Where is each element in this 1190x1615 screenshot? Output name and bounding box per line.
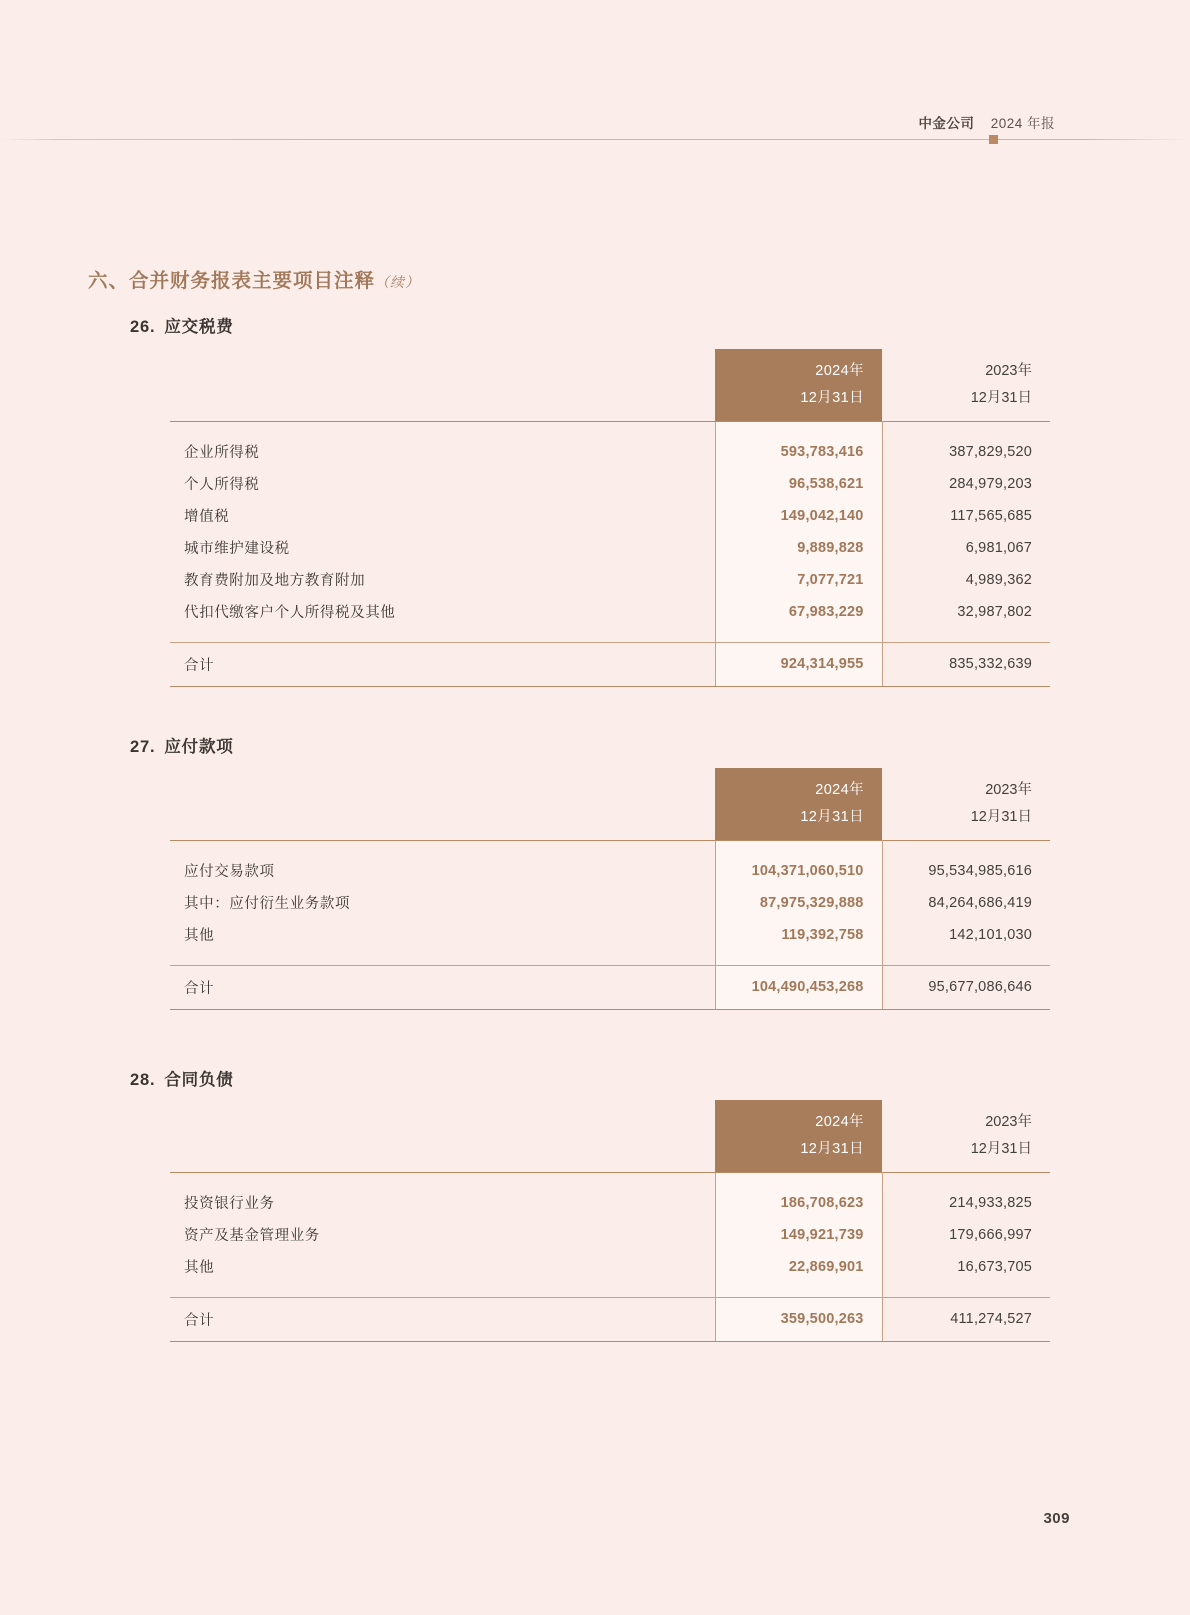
row-value-current: 9,889,828 bbox=[715, 532, 882, 564]
row-label: 应付交易款项 bbox=[184, 864, 275, 881]
total-value-previous: 95,677,086,646 bbox=[882, 965, 1050, 1009]
note-label-27: 应付款项 bbox=[164, 738, 234, 756]
row-value-previous: 387,829,520 bbox=[949, 443, 1032, 460]
note-label-28: 合同负债 bbox=[164, 1071, 234, 1089]
table-row bbox=[170, 436, 1050, 468]
table-rule-row bbox=[170, 1172, 1050, 1187]
row-value-current: 119,392,758 bbox=[715, 919, 882, 951]
row-value-current: 149,042,140 bbox=[715, 500, 882, 532]
note-title-26 bbox=[130, 313, 234, 337]
table-header-row bbox=[170, 349, 1050, 421]
page-number: 309 bbox=[1043, 1510, 1070, 1527]
row-label: 其中：应付衍生业务款项 bbox=[184, 896, 351, 913]
section-title bbox=[88, 265, 420, 293]
row-label: 代扣代缴客户个人所得税及其他 bbox=[184, 605, 396, 622]
row-label: 增值税 bbox=[184, 509, 230, 526]
header-current-period bbox=[715, 768, 882, 840]
header-current-line2: 12月31日 bbox=[800, 1140, 864, 1157]
header-previous-period bbox=[882, 349, 1050, 421]
header-previous-line2: 12月31日 bbox=[970, 389, 1032, 406]
table-total-row bbox=[170, 1297, 1050, 1341]
header-previous-line1: 2023年 bbox=[985, 363, 1032, 379]
row-label: 其他 bbox=[184, 1260, 215, 1277]
table-row bbox=[170, 468, 1050, 500]
section-title-continued: （续） bbox=[375, 274, 421, 290]
section-title-text: 六、合并财务报表主要项目注释 bbox=[88, 270, 376, 292]
header-blank bbox=[170, 349, 715, 421]
row-value-previous: 4,989,362 bbox=[965, 571, 1032, 588]
table-rule-row bbox=[170, 421, 1050, 436]
row-value-previous: 284,979,203 bbox=[949, 475, 1032, 492]
row-value-previous: 84,264,686,419 bbox=[928, 894, 1032, 911]
table-row bbox=[170, 500, 1050, 532]
note-number-26: 26. bbox=[130, 318, 156, 336]
page-header bbox=[0, 112, 1190, 152]
table-note-27 bbox=[170, 768, 1050, 1010]
table-row bbox=[170, 887, 1050, 919]
note-title-27 bbox=[130, 733, 234, 757]
row-value-current: 96,538,621 bbox=[715, 468, 882, 500]
row-value-current: 7,077,721 bbox=[715, 564, 882, 596]
table-note-28 bbox=[170, 1100, 1050, 1342]
row-value-current: 22,869,901 bbox=[715, 1251, 882, 1283]
row-label: 企业所得税 bbox=[184, 445, 260, 462]
total-label: 合计 bbox=[170, 642, 715, 686]
row-value-current: 186,708,623 bbox=[715, 1187, 882, 1219]
header-previous-line2: 12月31日 bbox=[970, 1140, 1032, 1157]
header-text bbox=[918, 112, 1055, 132]
table-spacer-row bbox=[170, 1283, 1050, 1298]
header-report-year: 2024 年报 bbox=[990, 116, 1055, 131]
table-row bbox=[170, 564, 1050, 596]
row-label: 资产及基金管理业务 bbox=[184, 1228, 320, 1245]
table-row bbox=[170, 1219, 1050, 1251]
note-label-26: 应交税费 bbox=[164, 318, 234, 336]
table-row bbox=[170, 532, 1050, 564]
header-current-period bbox=[715, 1100, 882, 1172]
header-blank bbox=[170, 768, 715, 840]
note-number-27: 27. bbox=[130, 738, 156, 756]
row-value-current: 104,371,060,510 bbox=[715, 855, 882, 887]
row-value-previous: 95,534,985,616 bbox=[928, 862, 1032, 879]
row-label: 教育费附加及地方教育附加 bbox=[184, 573, 366, 590]
table-row bbox=[170, 596, 1050, 628]
row-value-previous: 117,565,685 bbox=[950, 507, 1032, 524]
table-rule-row bbox=[170, 840, 1050, 855]
table-row bbox=[170, 919, 1050, 951]
total-value-previous: 411,274,527 bbox=[882, 1297, 1050, 1341]
table-row bbox=[170, 855, 1050, 887]
table-header-row bbox=[170, 1100, 1050, 1172]
header-divider bbox=[0, 139, 1190, 140]
header-current-line1: 2024年 bbox=[815, 363, 864, 379]
table-spacer-row bbox=[170, 951, 1050, 966]
header-current-line1: 2024年 bbox=[815, 782, 864, 798]
total-label: 合计 bbox=[170, 965, 715, 1009]
table-spacer-row bbox=[170, 628, 1050, 643]
header-blank bbox=[170, 1100, 715, 1172]
header-previous-period bbox=[882, 768, 1050, 840]
row-label: 其他 bbox=[184, 928, 215, 945]
row-value-previous: 16,673,705 bbox=[957, 1258, 1032, 1275]
row-value-previous: 214,933,825 bbox=[949, 1194, 1032, 1211]
table-note-26 bbox=[170, 349, 1050, 687]
header-previous-period bbox=[882, 1100, 1050, 1172]
row-value-previous: 142,101,030 bbox=[949, 926, 1032, 943]
table-row bbox=[170, 1251, 1050, 1283]
row-value-previous: 6,981,067 bbox=[965, 539, 1032, 556]
row-value-current: 67,983,229 bbox=[715, 596, 882, 628]
total-label: 合计 bbox=[170, 1297, 715, 1341]
header-current-period bbox=[715, 349, 882, 421]
header-previous-line1: 2023年 bbox=[985, 1114, 1032, 1130]
header-company: 中金公司 bbox=[918, 116, 975, 131]
row-value-current: 87,975,329,888 bbox=[715, 887, 882, 919]
total-value-previous: 835,332,639 bbox=[882, 642, 1050, 686]
row-value-current: 593,783,416 bbox=[715, 436, 882, 468]
note-title-28 bbox=[130, 1066, 234, 1090]
note-number-28: 28. bbox=[130, 1071, 156, 1089]
header-current-line2: 12月31日 bbox=[800, 808, 864, 825]
row-label: 个人所得税 bbox=[184, 477, 260, 494]
table-total-row bbox=[170, 642, 1050, 686]
row-value-current: 149,921,739 bbox=[715, 1219, 882, 1251]
header-previous-line2: 12月31日 bbox=[970, 808, 1032, 825]
row-value-previous: 179,666,997 bbox=[949, 1226, 1032, 1243]
row-value-previous: 32,987,802 bbox=[957, 603, 1032, 620]
header-marker-square bbox=[989, 135, 998, 144]
row-label: 城市维护建设税 bbox=[184, 541, 290, 558]
header-current-line1: 2024年 bbox=[815, 1114, 864, 1130]
table-total-row bbox=[170, 965, 1050, 1009]
table-row bbox=[170, 1187, 1050, 1219]
table-header-row bbox=[170, 768, 1050, 840]
total-value-current: 104,490,453,268 bbox=[715, 965, 882, 1009]
header-previous-line1: 2023年 bbox=[985, 782, 1032, 798]
total-value-current: 924,314,955 bbox=[715, 642, 882, 686]
header-current-line2: 12月31日 bbox=[800, 389, 864, 406]
total-value-current: 359,500,263 bbox=[715, 1297, 882, 1341]
row-label: 投资银行业务 bbox=[184, 1196, 275, 1213]
